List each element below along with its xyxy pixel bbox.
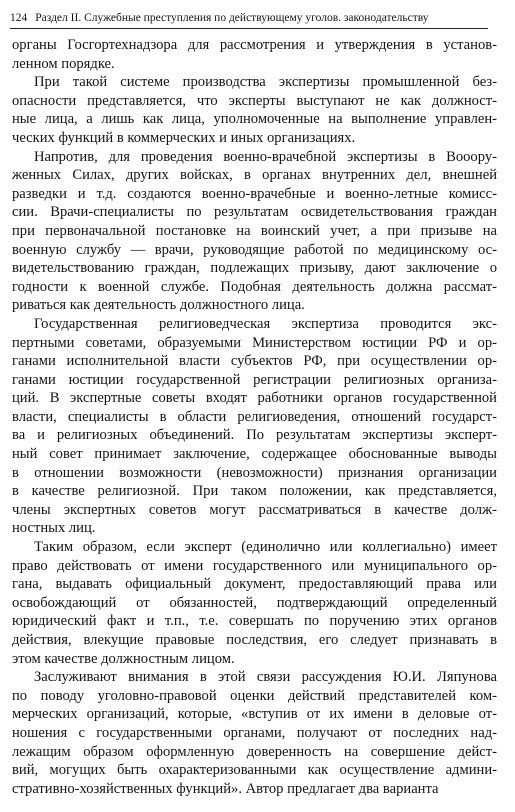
text-line: гана, выдавать официальный документ, предоставляющий права или: [12, 576, 497, 593]
text-line: в отношении возможности (невозможности) признания организации: [12, 464, 497, 481]
text-line: юридический факт и т.п., т.е. совершать по поручению этих органов: [12, 613, 497, 630]
text-line: ческих функций в коммерческих и иных организациях.: [12, 129, 356, 146]
text-line: по поводу уголовно-правовой оценки действий представителей ком-: [12, 687, 497, 704]
text-line: право действовать от имени государственного или муниципального ор-: [12, 557, 497, 574]
text-line: ва и религиозных объединений. По результатам экспертизы эксперт-: [12, 427, 497, 444]
text-line: ций. В экспертные советы входят работники органов государственной: [12, 390, 497, 407]
text-line: ганами исполнительной власти субъектов РФ, при осуществлении ор-: [12, 353, 497, 370]
text-line: ностных лиц.: [12, 520, 96, 537]
running-title: Раздел II. Служебные преступления по действующему уголов. законодательству: [35, 12, 429, 24]
text-line: сии. Врачи-специалисты по результатам освидетельствования граждан: [12, 204, 497, 221]
paragraph: [12, 315, 497, 538]
text-line: ный совет принимает заключение, содержащее обоснованные выводы: [12, 446, 497, 463]
text-line: видетельствованию граждан, подлежащих призыву, дают заключение о: [12, 260, 497, 277]
text-line: Таким образом, если эксперт (единолично или коллегиально) имеет: [34, 539, 497, 556]
text-line: ные лица, а лишь как лица, уполномоченные на выполнение управлен-: [12, 111, 497, 128]
text-line: Государственная религиоведческая экспертиза проводится экс-: [34, 315, 497, 332]
text-line: органы Госгортехнадзора для рассмотрения и утверждения в установ-: [12, 37, 497, 53]
page-body: [12, 36, 497, 798]
text-line: годности к военной службе. Подобная деятельность должна рассмат-: [12, 278, 497, 295]
text-line: члены экспертных советов могут рассматриваться в качестве долж-: [12, 501, 497, 518]
paragraph: [12, 148, 497, 315]
text-line: в качестве религиозной. При таком положении, как представляется,: [12, 483, 497, 500]
text-line: опасности представляется, что эксперты выступают не как должност-: [12, 92, 497, 109]
text-line: военную службу — врачи, руководящие работой по медицинскому ос-: [12, 241, 497, 258]
text-line: вий, могущих быть охарактеризованными как осуществление админи-: [12, 762, 497, 779]
text-line: ленном порядке.: [12, 55, 115, 72]
paragraph: [12, 36, 497, 73]
text-line: ганами юстиции государственной регистрации религиозных организа-: [12, 371, 497, 388]
text-line: Напротив, для проведения военно-врачебной экспертизы в Вооору-: [34, 148, 497, 165]
text-line: освобождающий от обязанностей, подтверждающий определенный: [12, 594, 497, 611]
text-line: при первоначальной постановке на воинский учет, а при призыве на: [12, 222, 497, 239]
text-line: риваться как деятельность должностного лица.: [12, 297, 305, 314]
text-line: Заслуживают внимания в этой связи рассуждения Ю.И. Ляпунова: [34, 669, 497, 686]
text-line: разведки и т.д. создаются военно-врачебные и военно-летные комисс-: [12, 185, 497, 202]
text-line: власти, специалисты в области религиоведения, отношений государст-: [12, 408, 497, 425]
paragraph: [12, 538, 497, 668]
text-line: лежащим образом оформленную доверенность на совершение дейст-: [12, 743, 497, 760]
text-line: этом качестве должностным лицом.: [12, 650, 235, 667]
text-line: мерческих организаций, которые, «вступив от их имени в деловые от-: [12, 706, 497, 723]
running-header: [10, 8, 488, 29]
paragraph: [12, 73, 497, 147]
text-line: действия, влекущие правовые последствия, его следует признавать в: [12, 632, 497, 648]
text-line: стративно-хозяйственных функций». Автор предлагает два варианта: [12, 780, 439, 797]
text-line: пертными советами, образуемыми Министерством юстиции РФ и ор-: [12, 334, 497, 351]
text-line: При такой системе производства экспертизы промышленной без-: [34, 74, 497, 91]
text-line: ношения с государственными органами, получают от последних над-: [12, 724, 497, 741]
paragraph: [12, 668, 497, 798]
text-line: женных Силах, других войсках, в органах внутренних дел, внешней: [12, 167, 497, 184]
page-number: 124: [10, 12, 28, 24]
